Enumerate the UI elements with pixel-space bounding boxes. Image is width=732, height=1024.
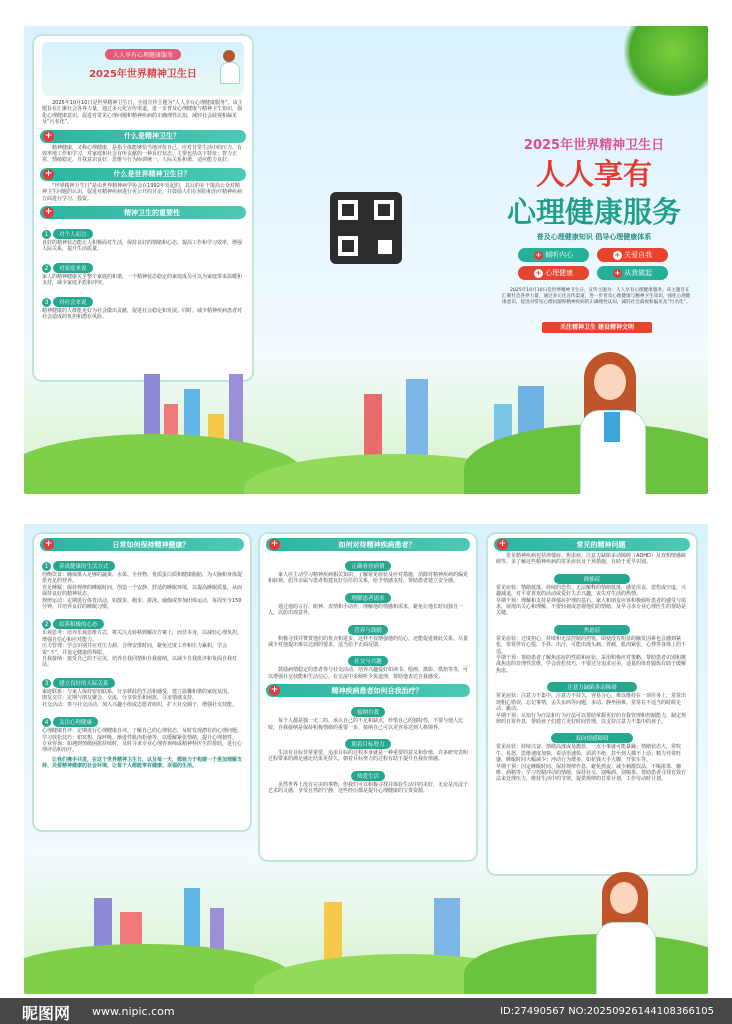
block-title: 关注心理健康 [53, 717, 98, 727]
brochure-inner-side [24, 524, 708, 994]
sec2-header [40, 168, 246, 181]
disease-block [488, 725, 696, 782]
problems-intro: 常见精神疾病包括抑郁症、焦虑症、注意力缺陷多动障碍（ADHD）及双相情感障碍等。多了解这些精神疾病的常见症状及干预措施，有助于更早识别。 [496, 553, 686, 566]
block-title: 养成健康的生活方式 [53, 561, 115, 571]
treat-item [260, 553, 476, 585]
treat-header [266, 538, 470, 551]
self-item-text: 每个人都是独一无二的，承认自己的不足和缺点，珍惜自己的独特性，不要与他人比较，自我接纳是保持积极情绪的重要一步，接纳自己可以更容易达到人格境界。 [268, 718, 464, 731]
sec3-title: 精神卫生的重要性 [124, 208, 180, 217]
disease-name: 焦虑症 [554, 625, 631, 635]
importance-item [34, 289, 252, 321]
disease-help: 早期干预：认知行为疗法和行为疗法可以帮助掌握更好的自我管理和控制能力，制定规律的日常作息，帮助孩子们建立更好时间管理，以支持注意力不集中的孩子。 [496, 712, 687, 725]
sec1-title: 什么是精神卫生？ [124, 132, 180, 141]
disease-help: 早期干预：帮助患者了解焦虑症的性质和症状，采用积极应对策略，帮助患者识别和挑战焦虑的非理性思维，学会放松技巧，不要过分追求完美，适量的体育锻炼有助于缓解焦虑。 [496, 655, 687, 674]
self-treat-header [266, 684, 470, 697]
disease-symptom: 常见症状：过度担心，持续和无法控制的担忧，即使没有明显的触发因素也会感到紧张，常常伴有心慌、手抖、出汗，可能出现头痛、胃痛，肌肉紧张，心悸等身体上的不适。 [496, 635, 687, 655]
daily-header [40, 538, 244, 551]
red-cross-icon: + [614, 268, 621, 277]
item-text: 良好的精神状态能让人积极面对生活，保持良好的情绪和心态，提高工作和学习效率，增强人际关系，提升生活质量。 [42, 240, 243, 253]
block-line: 心理健康自评：定期进行心理健康自评，了解自己的心理状态，及时发现潜在的心理问题。 [42, 728, 243, 735]
treat-item-text: 鼓励病情稳定的患者参与社交活动，培养兴趣爱好如读书、绘画、摄影、烘焙等等，可以增强社交技能和生活信心。在交流中多倾听少说道理，帮助他表达自我感受。 [268, 667, 469, 680]
item-text: 家人的精神健康关乎整个家庭的和谐。一个精神状态稳定的家庭成员可以为家庭带来温暖和支持，减少家庭矛盾和冲突。 [42, 273, 243, 287]
item-title: 对社会来说 [53, 297, 93, 307]
treat-item-title: 营养与鼓励 [348, 625, 388, 635]
disease-block [488, 566, 696, 617]
item-text: 精神健康的人群能更好为社会做出贡献，促进社会稳定和发展。同时，减少精神疾病患者对社会造成的负担和潜在风险。 [42, 307, 243, 321]
brochure-outer-side [24, 26, 708, 494]
treat-item [260, 617, 476, 649]
disease-symptom: 常见症状：持续兴奋、情绪高涨或易激惹，一点小事就可能暴躁；情绪状态大，常吹牛、易怒，思维速度加快，说话语速快，滔滔不绝，甚至到人插不上话；精力异常旺盛，睡眠时间大幅减少；冲动行为增多，如花钱大手大脚，开快车等。 [496, 744, 682, 764]
start-from-me-button[interactable] [597, 266, 668, 280]
block-line: 乐观思考：培养乐观思维方式，将关注点转移到解决方案上，而非本身，以减轻心理负担，增强自信心和应对能力。 [42, 630, 243, 643]
treat-title: 如何对待精神疾病患者？ [338, 540, 416, 549]
treat-item-title: 社交与兴趣 [348, 656, 388, 666]
problems-title: 常见的精神问题 [576, 540, 626, 549]
sec2-text: “世界精神卫生日”是由世界精神病学协会在1992年发起的，其目的在于提高公众对精神卫生问题的认识，促进对精神疾病进行更公开的讨论，并鼓励人们在预防和治疗精神疾病方面进行学习、投资。 [42, 182, 243, 202]
button-label: 从我做起 [624, 269, 653, 277]
front-banner-top: 人人享有心理健康服务 [105, 49, 181, 60]
red-cross-icon: + [44, 168, 53, 179]
disease-name: 双向情感障碍 [551, 733, 632, 743]
red-cross-icon: + [44, 130, 53, 141]
sec2-title: 什么是世界精神卫生日？ [113, 170, 191, 179]
item-number: 2 [42, 264, 51, 273]
red-cross-icon: + [44, 539, 53, 549]
treat-item [260, 648, 476, 680]
disease-help: 早期干预：理解和支持是抑郁症护理的基石。家人和朋友应该积极倾听患者的感受与需求，展现出关心和理解，不要轻视或忽视他们的情绪，及早寻求专业心理医生的帮助是关键。 [496, 597, 687, 617]
daily-title: 日常如何保持精神健康？ [112, 540, 190, 549]
self-item [260, 699, 476, 731]
treat-item-title: 正确看待病情 [345, 561, 390, 571]
item-title: 对家庭来说 [53, 263, 93, 273]
listen-heart-button[interactable] [518, 248, 589, 262]
common-problems-panel [486, 532, 698, 876]
disease-name: 抑郁症 [554, 574, 631, 584]
front-info-panel [32, 34, 254, 382]
qr-code[interactable] [330, 192, 402, 264]
block-line: 朋友交往：定期与朋友聚会、交流，分享快乐和困扰，寻求情感支持。 [42, 695, 198, 702]
habit-block [34, 611, 250, 668]
item-number: 1 [42, 230, 51, 239]
sec1-text: 精神健康，又称心理健康，是指个体能够恰当地评价自己、应对日常生活中的压力、有效率地工作和学习，对家庭和社会有所贡献的一种良好状态。主要包括以下特征：智力正常、情绪稳定、自我意识良好、思维与行为协调统一、人际关系和谐、适应能力良好。 [42, 144, 243, 164]
item-number: 3 [42, 298, 51, 307]
self-item [260, 763, 476, 795]
item-title: 对个人而言 [53, 229, 93, 239]
block-line: 规律运动：定期进行体育活动，如散步、跑步、游泳、瑜伽或参加团体运动，每周至少150分钟，并培养良好的睡眠习惯。 [42, 597, 242, 611]
block-title: 建立良好的人际关系 [53, 678, 115, 688]
habit-block [34, 670, 250, 708]
red-cross-icon: + [270, 685, 279, 696]
daily-mental-health-panel [32, 532, 252, 832]
button-label: 关爱自我 [624, 251, 653, 259]
red-cross-icon: + [614, 250, 621, 259]
self-item-title: 接纳自我 [351, 707, 385, 717]
doctor-illustration [576, 352, 656, 494]
sec1-header [40, 130, 246, 143]
importance-item [34, 221, 252, 253]
disease-block [488, 674, 696, 725]
block-number: 3 [42, 679, 51, 688]
block-line: 学习放松技巧：如冥想、深呼吸、渐进性肌肉松弛等，以缓解紧张情绪，提升心理韧性。 [42, 734, 238, 741]
care-self-button[interactable] [597, 248, 668, 262]
treat-item [260, 585, 476, 617]
block-number: 4 [42, 718, 51, 727]
watermark-url: www.nipic.com [92, 1005, 175, 1018]
front-intro: 2025年10月10日是世界精神卫生日，全国宣传主题为“人人享有心理健康服务”。该主题旨在汇聚社会各界力量，通过多元化宣传渠道，进一步普及心理健康与精神卫生知识，强化心理健康意识，促进对常见心理问题和精神疾病的正确理性认知，减轻社会歧视和偏见及“污名化”。 [42, 100, 243, 126]
block-line: 家庭联系：与家人保持密切联系，分享彼此的生活和感受，建立温馨和谐的家庭氛围。 [42, 688, 233, 695]
treat-item-text: 积极寻找并赞赏他们的优点和进步，这样不仅增强他的信心，还能促进彼此关系。尽量减少对他提出难以达到的要求，适当给予正面反馈。 [268, 635, 469, 649]
disease-help: 早期干预：因定睡眠时间、保持规律作息，避免熬夜；减少刺激饮品，不喝浓茶、咖啡、酒精等；学习控制冲动的情绪，保持社交、别喝酒、别喝茶。帮助患者寻找有效方法来处理压力，维持生活中的节律，提供规律的日常计划，工作劳动时计划。 [496, 763, 687, 783]
button-label: 倾听内心 [545, 251, 574, 259]
block-line: 自我接纳：接受自己的不完美，培养自我同情和自我接纳，以减少自我批评和负面自我对话。 [42, 656, 238, 669]
self-treat-title: 精神疾病患者如何自我治疗？ [331, 686, 423, 695]
cover-subtitle: 普及心理健康知识 倡导心理健康体系 [536, 233, 652, 241]
cover-slogan: 关注精神卫生 建设精神文明 [542, 322, 652, 333]
red-cross-icon: + [498, 539, 507, 549]
block-line: 充足睡眠：保持规律的睡眠时间，创造一个安静、舒适的睡眠环境，以提高睡眠质量，从而保持良好的精神状态。 [42, 584, 243, 598]
block-line: 压力管理：学会识别并应对压力源，合理安排时间，避免过度工作和压力累积，学会说“不”，并设定健康的界限。 [42, 643, 228, 656]
front-banner-main: 2025年世界精神卫生日 [89, 69, 197, 80]
watermark-logo: 昵图网 [22, 1004, 71, 1023]
habit-block [34, 709, 250, 754]
treat-item-text: 家人应主动学习精神疾病相关知识，了解常见症状及应对措施，消除对精神疾病的偏见和歧视。倡导亲属与患者构建良好信任的关系，给予情感支持，帮助患者建立安全感。 [268, 572, 469, 585]
cover-title-line2: 心理健康服务 [506, 195, 681, 229]
cover-event: 2025年世界精神卫生日 [523, 138, 665, 153]
closing-note: 让我们携手共进，在这个世界精神卫生日，以及每一天，都致力于构建一个更加理解支持、关爱精神健康的社会环境，让每个人都能享有健康、幸福的生活。 [42, 756, 243, 770]
cover-intro: 2025年10月10日是世界精神卫生日，宣传主题为：人人享有心理健康服务。该主题旨在汇聚社会各界力量，通过多元化宣传渠道，进一步普及心理健康与精神卫生知识，强化心理健康意识，促进对常见心理问题和精神疾病的正确理性认知，减轻社会歧视和偏见及“污名化”。 [502, 288, 691, 305]
importance-item [34, 255, 252, 287]
red-cross-icon: + [535, 250, 542, 259]
front-banner [42, 42, 244, 96]
problems-header [494, 538, 690, 551]
cover-buttons [518, 248, 668, 280]
self-item-text: 生活有目标非常重要，追求目标的过程本身就是一种重要的意义和价值，许多研究表明过程带来的满足感比结果更持久，朝着目标努力的过程有助于提升自我价值感。 [268, 750, 469, 763]
leaf-decoration [618, 26, 708, 96]
watermark-id: ID:27490567 NO:20250926144108366105 [500, 1006, 714, 1017]
block-number: 1 [42, 562, 51, 571]
red-cross-icon: + [270, 539, 279, 549]
mental-health-button[interactable] [518, 266, 589, 280]
treat-item-title: 理解患者需求 [345, 593, 390, 603]
disease-symptom: 常见症状：注意力不集中，注意力不持久，容易分心，难以维持在一项任务上，常常出现粗心错误、忘记事情，丢失东西等问题，多动、静坐困难，常常在不适当的时候走动、跳动。 [496, 693, 687, 713]
watermark-bar [0, 998, 732, 1024]
disease-symptom: 常见症状：情绪低落，持续的悲伤、无法解释的情绪低落，感觉沮丧、悲伤或空虚，兴趣减退，对平常喜欢的活动或爱好失去兴趣，丧失对生活的热情。 [496, 584, 687, 598]
sec3-header [40, 206, 246, 219]
block-line: 专业咨询：如遇到情绪困扰持续时，及时寻求专业心理咨询师或精神科医生的帮助，进行心理评估和治疗。 [42, 740, 243, 754]
block-line: 社交活动：参与社交活动，加入兴趣小组或志愿者组织，扩大社交圈子，增强社交技能。 [42, 701, 238, 708]
treat-item-text: 通过他的言行、眼神、表情和小动作，理解他的情感和需求，避免让他长时间独自一人，以防出现意外。 [268, 603, 464, 617]
doctor-mini-illustration [220, 50, 238, 84]
red-cross-icon: + [44, 207, 53, 218]
block-line: 均衡饮食：确保摄入足够的蔬果、水果、全谷物、优质蛋白质和健康脂肪，为大脑和身体提供充足的营养。 [42, 572, 243, 585]
button-label: 心理健康 [545, 269, 574, 277]
treat-patients-panel [258, 532, 478, 862]
self-item [260, 731, 476, 763]
disease-block [488, 617, 696, 674]
habit-block [34, 553, 250, 610]
cover-title-line1: 人人享有 [535, 157, 652, 191]
block-title: 培养积极的心态 [53, 619, 104, 629]
self-item-title: 热爱生活 [351, 771, 385, 781]
self-item-title: 朝着目标努力 [345, 739, 390, 749]
red-cross-icon: + [535, 268, 542, 277]
disease-name: 注意力缺陷多动障碍 [547, 682, 637, 692]
block-number: 2 [42, 620, 51, 629]
doctor-illustration [594, 872, 664, 994]
self-item-text: 虽然世界上没有完美的事物，但我们可以积极寻找并体验生活中的美好，无论是沉浸于艺术的灵感，享受自然的宁静，这些经历都是提升心理健康的宝贵资源。 [268, 781, 469, 795]
